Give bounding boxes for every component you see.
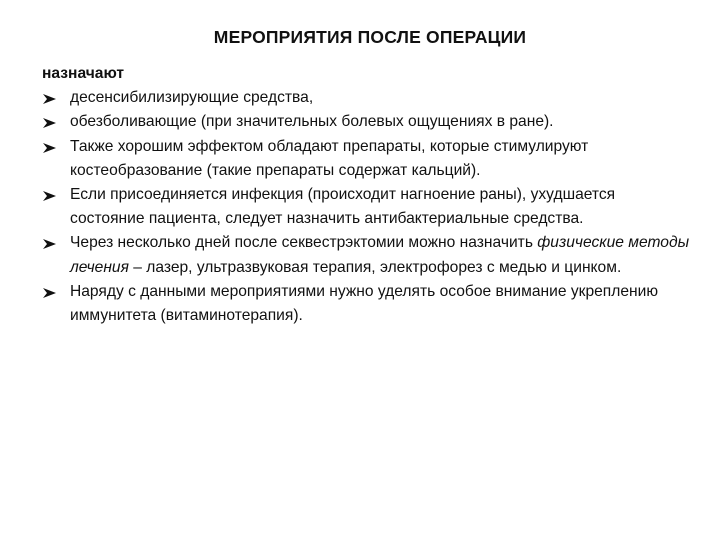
list-item xyxy=(42,280,692,328)
list-item-text: Если присоединяется инфекция (происходит нагноение раны), ухудшается состояние пациента, следует назначить антибактериальные средства. xyxy=(70,186,616,228)
arrowhead-bullet-icon xyxy=(42,110,60,134)
arrowhead-bullet-icon xyxy=(42,86,60,110)
list-item xyxy=(42,86,692,110)
list-item-text: обезболивающие (при значительных болевых ощущениях в ране). xyxy=(70,113,554,131)
slide-content xyxy=(42,62,692,328)
list-item xyxy=(42,110,692,134)
list-item-text: Также хорошим эффектом обладают препараты, которые стимулируют костеобразование (такие препараты содержат кальций). xyxy=(70,137,589,179)
list-item xyxy=(42,183,692,231)
arrowhead-bullet-icon xyxy=(42,280,60,304)
list-item-text-after: – лазер, ультразвуковая терапия, электрофорез с медью и цинком. xyxy=(128,258,622,276)
measures-list xyxy=(42,86,692,328)
slide-title-text: МЕРОПРИЯТИЯ ПОСЛЕ ОПЕРАЦИИ xyxy=(213,27,527,47)
list-item xyxy=(42,135,692,183)
list-item-text-italic: физические методы лечения xyxy=(70,234,690,276)
list-item-text: десенсибилизирующие средства, xyxy=(70,89,314,107)
intro-text: назначают xyxy=(42,65,125,82)
slide-title xyxy=(0,27,720,48)
list-item xyxy=(42,231,692,279)
arrowhead-bullet-icon xyxy=(42,183,60,207)
arrowhead-bullet-icon xyxy=(42,135,60,159)
arrowhead-bullet-icon xyxy=(42,231,60,255)
list-item-text-before: Через несколько дней после секвестрэктомии можно назначить xyxy=(70,234,538,252)
list-item-text: Наряду с данными мероприятиями нужно уделять особое внимание укреплению иммунитета (витаминотерапия). xyxy=(70,282,659,325)
